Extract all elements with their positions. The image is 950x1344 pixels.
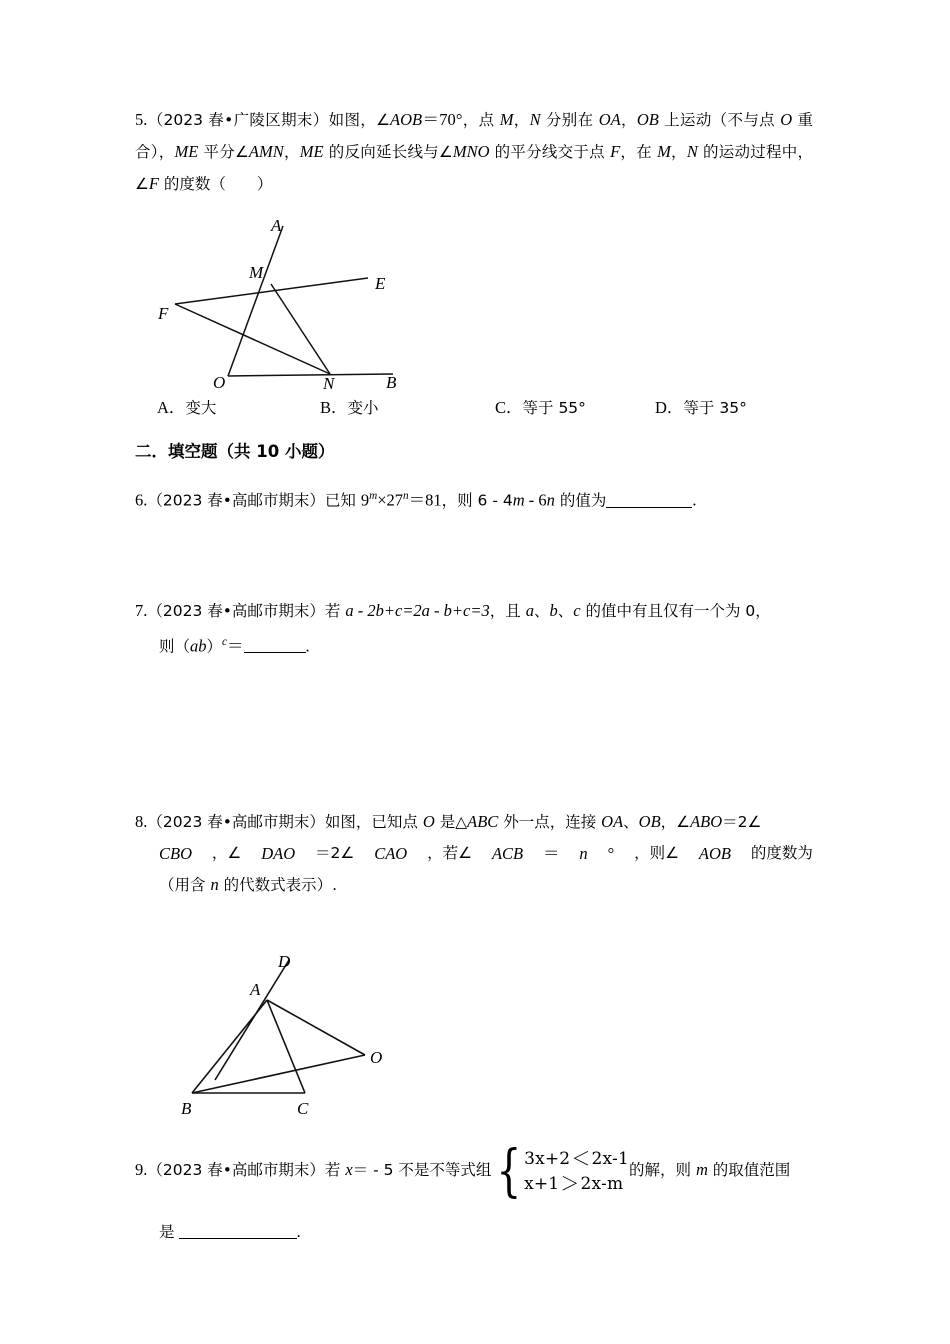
problem-9-line2-text-1: 是: [159, 1223, 175, 1241]
problem-8-figure: [157, 945, 813, 1120]
problem-5-angle-aob: AOB: [390, 110, 423, 129]
problem-5-text-3: 分别在: [540, 111, 599, 129]
option-a-label: 变大: [185, 399, 217, 417]
problem-5-point-f1: F: [610, 142, 621, 161]
problem-7-var-c: c: [573, 600, 581, 620]
problem-5-figure-svg: [153, 206, 483, 391]
problem-6-exponent-m: m: [369, 490, 378, 502]
problem-8-text-1: 如图，已知点: [324, 813, 423, 831]
problem-8-text-10: ，则∠: [634, 844, 679, 862]
option-d-key: D．: [655, 398, 684, 417]
problem-8-angle-dao: DAO: [261, 844, 296, 863]
problem-7-text-1: 若: [324, 601, 346, 620]
spacer-before-figure-8: [135, 901, 813, 945]
option-c[interactable]: [495, 393, 655, 423]
problem-6-text-3: - 6: [524, 490, 547, 510]
problem-7-text-2: ，且: [489, 601, 526, 620]
greater-than-icon: ＞: [560, 1173, 580, 1195]
problem-7-text-3: 的值中有且仅有一个为 0，: [580, 601, 771, 620]
problem-5-ray-oa: OA: [598, 110, 621, 129]
problem-5-angle-amn: AMN: [248, 142, 284, 161]
label-d: D: [278, 952, 291, 971]
problem-9-inequality-system: [491, 1138, 629, 1204]
problem-9-var-x: x: [345, 1159, 353, 1179]
problem-5-text-5: 重合），: [135, 111, 813, 161]
worksheet-content: [135, 104, 813, 1248]
problem-5-number: 5: [135, 110, 144, 129]
problem-5-angle-f2: F: [148, 174, 159, 193]
label-c: C: [297, 1099, 309, 1118]
inequality-row-2: [524, 1172, 629, 1197]
label-a: A: [271, 216, 282, 235]
problem-9-var-m: m: [695, 1159, 708, 1179]
problem-9-text-3: 的解，则: [629, 1160, 696, 1179]
option-d[interactable]: [655, 393, 795, 423]
label-e: E: [375, 274, 386, 293]
problem-8-text-8: ，若∠: [427, 844, 473, 862]
problem-8-angle-aob: AOB: [698, 844, 731, 863]
problem-8-var-n-2: n: [210, 875, 219, 894]
problem-6-base-9: 9: [360, 490, 370, 510]
problem-5-text-7: 的反向延长线与∠: [323, 143, 453, 161]
line-ao: [267, 1000, 365, 1055]
problem-5-seg-me1: ME: [174, 142, 199, 161]
line-da-extended: [215, 960, 289, 1080]
problem-8-triangle-abc: ABC: [467, 812, 499, 831]
problem-9-text-2: ＝ - 5 不是不等式组: [352, 1160, 492, 1179]
inequality-2-right: 2x-m: [580, 1174, 624, 1194]
problem-5-point-m1: M: [499, 110, 514, 129]
label-n: N: [323, 374, 335, 391]
problem-8-seg-ob: OB: [638, 812, 661, 831]
problem-8-sep-1: 、: [623, 813, 639, 831]
inequality-2-left: x+1: [524, 1174, 560, 1194]
problem-5-options: [135, 393, 813, 423]
problem-7-statement-line2: [135, 627, 813, 663]
label-b: B: [181, 1099, 192, 1118]
problem-7-sep-1: 、: [533, 601, 550, 620]
problem-5-comma-5: ，: [670, 143, 687, 161]
problem-8-seg-oa: OA: [601, 812, 624, 831]
problem-9-text-4: 的取值范围: [707, 1160, 791, 1179]
label-f: F: [158, 304, 169, 323]
problem-7-exponent-c: c: [222, 635, 228, 648]
line-ac: [267, 1000, 305, 1093]
problem-5-comma-3: ，: [283, 143, 300, 161]
option-a-key: A．: [157, 398, 186, 417]
less-than-icon: ＜: [571, 1148, 591, 1170]
section-2-heading: 二．填空题（共 10 小题）: [135, 442, 335, 461]
problem-8-line3-text-1: （用含: [159, 876, 211, 894]
problem-8-text-7: ＝2∠: [315, 844, 355, 862]
problem-7-var-b: b: [549, 600, 558, 620]
problem-7-equals: ＝: [227, 636, 244, 655]
problem-6-var-m: m: [512, 490, 525, 510]
problem-5-angle-mno: MNO: [452, 142, 490, 161]
problem-5-seg-me2: ME: [299, 142, 324, 161]
label-b: B: [386, 373, 397, 391]
problem-7-expr-ab: ab: [190, 636, 207, 655]
problem-6-period: .: [692, 490, 697, 510]
option-b-label: 变小: [347, 399, 379, 417]
problem-8-angle-abo: ABO: [690, 812, 723, 831]
problem-8-angle-cbo: CBO: [159, 844, 192, 863]
problem-7-period: .: [305, 636, 310, 655]
option-b-key: B．: [320, 398, 348, 417]
problem-6-text-4: 的值为: [554, 491, 607, 510]
problem-5-text-10: 的度数（ ）: [159, 175, 273, 193]
line-fme: [175, 278, 368, 304]
problem-6-var-n: n: [546, 490, 555, 510]
problem-6-exponent-n: n: [403, 490, 409, 502]
problem-8-degree-icon: °: [607, 844, 615, 863]
problem-8-point-o: O: [422, 812, 435, 831]
problem-7-source: （2023 春•高邮市期末）: [147, 601, 325, 620]
problem-5-comma-2: ，: [620, 111, 637, 129]
problem-5-text-9: 的运动过程中，∠: [135, 143, 813, 193]
problem-8-text-9: ＝: [543, 844, 560, 863]
problem-8-statement-line3: [135, 869, 813, 901]
problem-8-line3-text-2: 的代数式表示）.: [218, 876, 338, 894]
problem-8-source: （2023 春•高邮市期末）: [147, 813, 325, 831]
problem-5-text-8: 的平分线交于点: [489, 143, 611, 161]
problem-6-answer-blank[interactable]: [606, 491, 692, 508]
problem-7-statement: 7.（2023 春•高邮市期末）若 a - 2b+c=2a - b+c=3，且 a、b、c 的值中有且仅有一个为 0，: [135, 600, 771, 620]
option-d-label: 等于 35°: [683, 399, 747, 417]
label-a: A: [250, 980, 261, 999]
line-ob: [228, 374, 393, 376]
problem-7-line2-text-1: 则（: [159, 637, 191, 655]
label-o: O: [370, 1048, 383, 1067]
problem-5-degree-icon: °: [455, 110, 463, 129]
left-brace-icon: {: [496, 1138, 522, 1204]
inequality-1-right: 2x-1: [591, 1149, 629, 1169]
problem-5-figure: [153, 206, 813, 391]
problem-5-text-1: 如图，∠: [328, 111, 391, 129]
problem-8-text-6: ，∠: [211, 844, 242, 862]
problem-6-number: 6: [135, 490, 144, 510]
problem-7-var-a: a: [525, 600, 534, 620]
problem-8-angle-cao: CAO: [374, 844, 408, 863]
problem-8-figure-svg: [157, 945, 457, 1120]
problem-9-text-1: 若: [324, 1160, 346, 1179]
problem-9-period: .: [296, 1222, 301, 1241]
spacer-after-figure-8: [135, 1120, 813, 1146]
problem-8-statement-line2: [135, 838, 813, 869]
problem-5-point-n1: N: [529, 110, 541, 129]
problem-5-text-6: 平分∠: [198, 143, 249, 161]
problem-5-statement: [135, 104, 813, 200]
problem-5-source: （2023 春•广陵区期末）: [147, 111, 329, 129]
problem-5-comma-1: ，: [513, 111, 530, 129]
problem-9-number: 9: [135, 1159, 144, 1179]
problem-5-text-4: 上运动（不与点: [658, 111, 781, 129]
problem-5-ray-ob: OB: [636, 110, 659, 129]
problem-7-sep-2: 、: [557, 601, 574, 620]
problem-7-number: 7: [135, 600, 144, 620]
problem-5-dot: .: [143, 110, 148, 129]
times-icon: ×: [377, 490, 387, 510]
option-c-key: C．: [495, 398, 523, 417]
problem-7-answer-blank[interactable]: [244, 636, 306, 653]
problem-7-line2-text-2: ）: [206, 637, 223, 655]
spacer-after-problem-7: [135, 662, 813, 762]
option-c-label: 等于 55°: [522, 399, 586, 417]
problem-6-eq-81: ＝81: [408, 490, 442, 510]
option-b[interactable]: [320, 393, 495, 423]
inequality-row-1: [524, 1147, 629, 1172]
problem-5-eq70: ＝70: [422, 110, 456, 129]
problem-8-text-4: ，∠: [660, 813, 691, 831]
problem-6-source: （2023 春•高邮市期末）: [147, 491, 325, 510]
problem-8-text-2: 是△: [434, 813, 468, 831]
spacer-after-problem-7-b: [135, 762, 813, 806]
problem-5-comma-4: ，在: [620, 143, 658, 161]
problem-8-text-5: ＝2∠: [722, 813, 762, 831]
problem-6-statement: 6.（2023 春•高邮市期末）已知 $9^m\times 27^n=81$，则 6 - 4m - 6n 的值为 .: [135, 490, 697, 510]
label-o: O: [213, 373, 226, 391]
problem-8-text-11: 的度数为: [750, 844, 813, 862]
problem-9-source: （2023 春•高邮市期末）: [147, 1160, 325, 1179]
line-oa: [228, 226, 283, 376]
label-m: M: [249, 263, 264, 282]
problem-5-point-m2: M: [657, 142, 671, 161]
problem-9-statement-line2: [135, 1216, 813, 1248]
problem-8-number: 8: [135, 812, 144, 831]
problem-8-text-3: 外一点，连接: [498, 813, 602, 831]
problem-8-var-n: n: [579, 844, 588, 863]
spacer-after-problem-6: [135, 517, 813, 595]
problem-6-base-27: 27: [386, 490, 404, 510]
inequality-1-left: 3x+2: [524, 1149, 571, 1169]
problem-6-text-1: 已知: [324, 491, 361, 510]
problem-9-answer-blank[interactable]: [179, 1222, 297, 1239]
problem-9-statement: 9.（2023 春•高邮市期末）若 x＝ - 5 不是不等式组 { 3x+2＜2x-1 x+1＞2x-m 的解，则 m 的取值范围: [135, 1138, 791, 1204]
problem-5-point-n2: N: [686, 142, 698, 161]
option-a[interactable]: [157, 393, 320, 423]
problem-8-angle-acb: ACB: [491, 844, 524, 863]
problem-8-statement: 8.（2023 春•高邮市期末）如图，已知点 O 是△ABC 外一点，连接 OA、OB，∠ABO＝2∠: [135, 812, 762, 831]
inequality-rows: [524, 1147, 629, 1197]
problem-7-equation: a - 2b+c=2a - b+c=3: [345, 600, 490, 620]
problem-5-point-o: O: [780, 110, 793, 129]
problem-6-text-2: ，则 6 - 4: [441, 491, 513, 510]
problem-5-text-2: ，点: [462, 111, 500, 129]
